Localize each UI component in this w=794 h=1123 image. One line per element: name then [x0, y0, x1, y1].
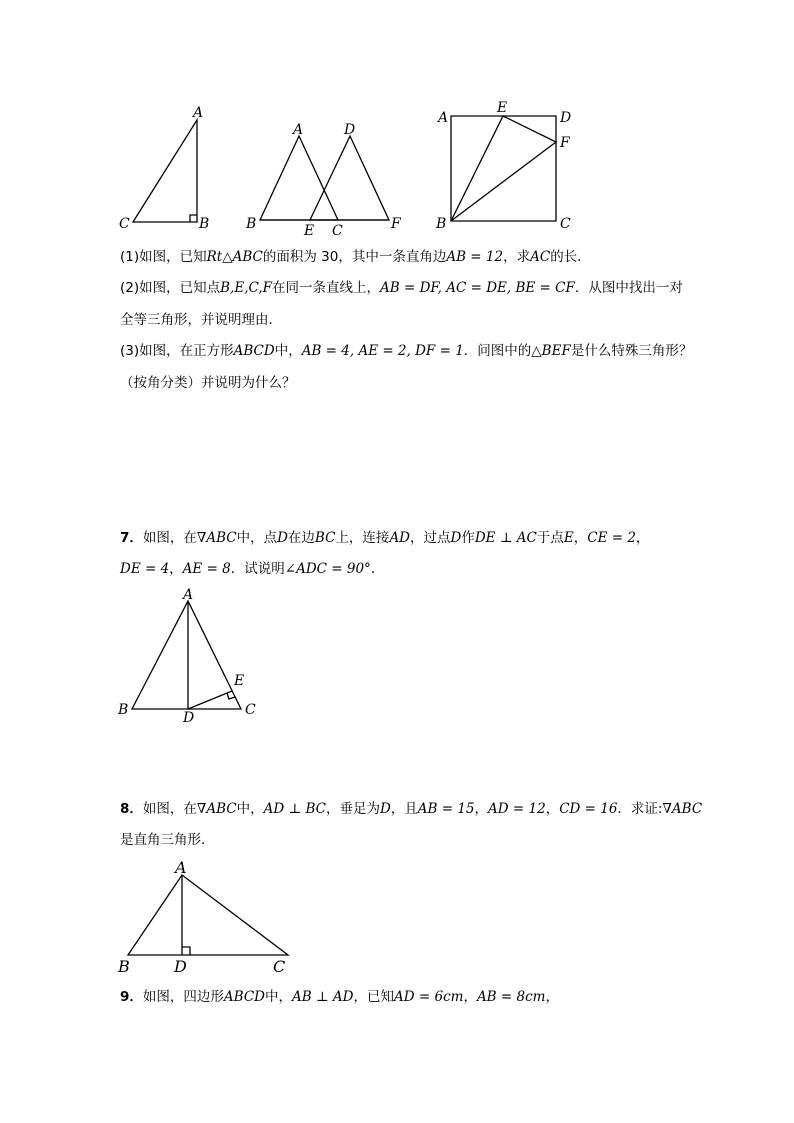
figure-q7-triangle: [110, 585, 270, 725]
label-c: C: [332, 223, 343, 239]
label-c: C: [245, 702, 256, 718]
label-d: D: [560, 110, 572, 126]
triangle-abc: [260, 136, 338, 220]
label-e: E: [497, 100, 508, 116]
label-d: D: [183, 710, 195, 726]
square-abcd: [451, 116, 556, 221]
q8-line2: 是直角三角形．: [120, 832, 215, 848]
label-a: A: [438, 110, 449, 126]
figure-overlapping-triangles: [240, 115, 410, 240]
q6-part2-line2: 全等三角形，并说明理由．: [120, 312, 282, 328]
q6-part3-line2: （按角分类）并说明为什么？: [120, 375, 296, 391]
label-a: A: [175, 858, 187, 877]
q7-line1: 7．如图，在∇ABC中，点D在边BC上，连接AD，过点D作DE ⊥ AC于点E，CE = 2，: [120, 530, 650, 546]
q6-part2-line1: (2)如图，已知点B,E,C,F在同一条直线上，AB = DF, AC = DE, BE = CF．从图中找出一对: [120, 280, 683, 296]
triangle-bef: [451, 116, 556, 221]
segment-de: [188, 691, 232, 709]
label-b: B: [118, 957, 130, 976]
figure-q8-triangle: [110, 855, 310, 980]
right-angle-mark: [190, 215, 197, 222]
label-e: E: [234, 673, 245, 689]
label-f: F: [560, 135, 570, 151]
label-c: C: [560, 216, 571, 232]
q8-line1: 8．如图，在∇ABC中，AD ⊥ BC，垂足为D，且AB = 15，AD = 12，CD = 16．求证:∇ABC: [120, 801, 703, 817]
triangle-def: [310, 136, 389, 220]
label-b: B: [246, 216, 257, 232]
q6-part3-line1: (3)如图，在正方形ABCD中，AB = 4, AE = 2, DF = 1．问图中的△BEF是什么特殊三角形？: [120, 343, 693, 359]
label-c: C: [119, 216, 130, 232]
figure-square-abcd: [430, 95, 590, 235]
label-a: A: [183, 587, 194, 603]
right-angle-mark: [182, 947, 190, 955]
triangle-abc: [133, 120, 197, 222]
q6-part1: (1)如图，已知Rt△ABC的面积为 30，其中一条直角边AB = 12，求AC的长．: [120, 249, 591, 265]
label-e: E: [304, 223, 315, 239]
label-a: A: [293, 122, 304, 138]
q9-line1: 9．如图，四边形ABCD中，AB ⊥ AD，已知AD = 6cm，AB = 8cm，: [120, 989, 559, 1005]
q7-line2: DE = 4，AE = 8．试说明∠ADC = 90°．: [120, 561, 385, 577]
label-d: D: [344, 122, 356, 138]
label-d: D: [174, 957, 187, 976]
figure-right-triangle-abc: [110, 100, 220, 235]
label-f: F: [391, 216, 401, 232]
triangle-abc: [132, 601, 241, 709]
triangle-abc: [128, 875, 288, 955]
label-b: B: [199, 216, 210, 232]
label-c: C: [273, 957, 286, 976]
label-a: A: [193, 105, 204, 121]
label-b: B: [436, 216, 447, 232]
label-b: B: [118, 702, 129, 718]
